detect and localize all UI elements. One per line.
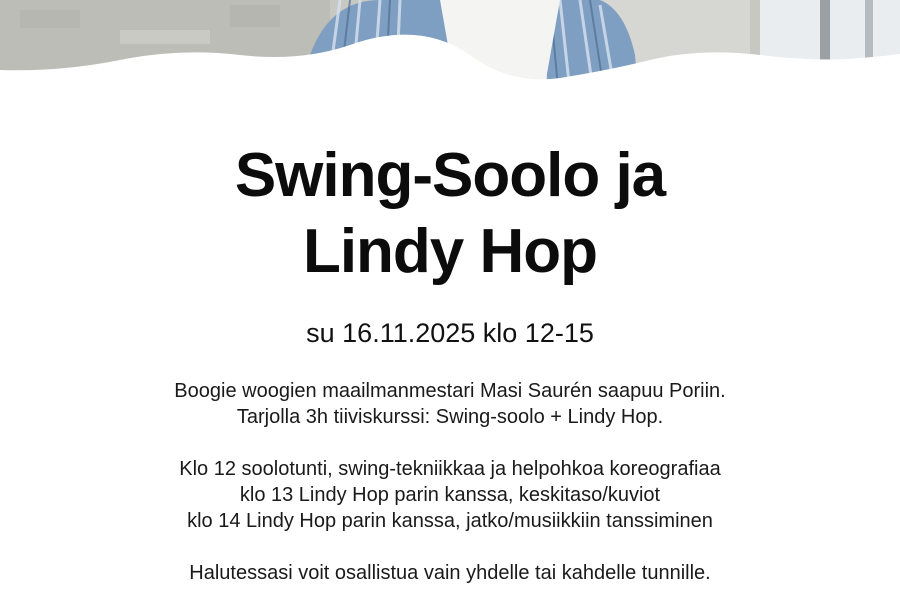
schedule-line-2: klo 13 Lindy Hop parin kanssa, keskitaso/kuviot — [239, 484, 661, 506]
title-line-2: Lindy Hop — [302, 217, 598, 286]
schedule-paragraph — [0, 456, 900, 534]
poster-title — [0, 138, 900, 290]
header-photo — [0, 0, 900, 110]
event-date: su 16.11.2025 klo 12-15 — [306, 318, 594, 348]
intro-line-2: Tarjolla 3h tiiviskurssi: Swing-soolo + Lindy Hop. — [236, 406, 664, 428]
intro-line-1: Boogie woogien maailmanmestari Masi Saurén saapuu Poriin. — [174, 380, 726, 402]
intro-paragraph — [0, 378, 900, 430]
note-line-1: Halutessasi voit osallistua vain yhdelle tai kahdelle tunnille. — [189, 562, 711, 584]
photo-of-dancer-icon — [0, 0, 900, 110]
poster-content — [0, 130, 900, 586]
note-paragraph — [0, 560, 900, 586]
title-line-1: Swing-Soolo ja — [234, 141, 666, 210]
schedule-line-1: Klo 12 soolotunti, swing-tekniikkaa ja helpohkoa koreografiaa — [179, 458, 721, 480]
schedule-line-3: klo 14 Lindy Hop parin kanssa, jatko/musiikkiin tanssiminen — [187, 510, 713, 532]
